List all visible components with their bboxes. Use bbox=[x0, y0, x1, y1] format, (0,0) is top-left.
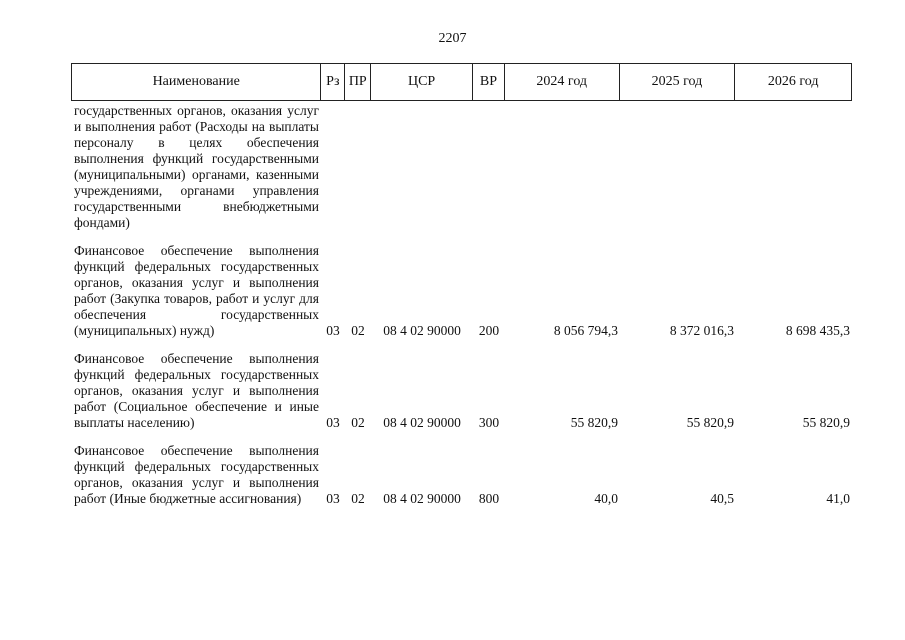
row-rz: 03 bbox=[326, 323, 340, 338]
row-2026: 8 698 435,3 bbox=[785, 323, 850, 338]
table-row bbox=[71, 443, 852, 507]
row-2025: 8 372 016,3 bbox=[669, 323, 734, 338]
page-number: 2207 bbox=[438, 31, 467, 46]
table-row bbox=[71, 243, 852, 339]
header-2025: 2025 год bbox=[620, 64, 736, 100]
row-2026: 55 820,9 bbox=[802, 415, 850, 430]
header-2024: 2024 год bbox=[505, 64, 620, 100]
row-vr: 800 bbox=[478, 491, 500, 506]
row-name: Финансовое обеспечение выполнения функций федеральных государственных органов, оказания услуг и выполнения работ (Закупка товаров, работ и услуг для обеспечения государственных (муниципальных) нужд) bbox=[74, 243, 319, 338]
header-rz: Рз bbox=[321, 64, 345, 100]
row-2024: 8 056 794,3 bbox=[553, 323, 618, 338]
table-row bbox=[71, 351, 852, 431]
row-pr: 02 bbox=[351, 491, 365, 506]
row-rz: 03 bbox=[326, 415, 340, 430]
budget-table bbox=[71, 63, 852, 507]
row-2025: 55 820,9 bbox=[686, 415, 734, 430]
row-name: государственных органов, оказания услуг и выполнения работ (Расходы на выплаты персоналу в целях обеспечения выполнения функций государственными (муниципальными) органами, казенными учреждениями, органами управления государственными внебюджетными фондами) bbox=[74, 103, 319, 230]
row-csr: 08 4 02 90000 bbox=[383, 323, 461, 338]
row-csr: 08 4 02 90000 bbox=[383, 415, 461, 430]
row-pr: 02 bbox=[351, 323, 365, 338]
row-vr: 200 bbox=[478, 323, 500, 338]
header-vr: ВР bbox=[473, 64, 505, 100]
row-2025: 40,5 bbox=[710, 491, 734, 506]
row-csr: 08 4 02 90000 bbox=[383, 491, 461, 506]
row-name: Финансовое обеспечение выполнения функций федеральных государственных органов, оказания услуг и выполнения работ (Иные бюджетные ассигнования) bbox=[74, 443, 319, 506]
table-row bbox=[71, 103, 852, 231]
row-2026: 41,0 bbox=[826, 491, 850, 506]
header-name: Наименование bbox=[72, 64, 321, 100]
row-2024: 40,0 bbox=[594, 491, 618, 506]
row-rz: 03 bbox=[326, 491, 340, 506]
row-vr: 300 bbox=[478, 415, 500, 430]
header-pr: ПР bbox=[345, 64, 371, 100]
header-2026: 2026 год bbox=[767, 74, 819, 89]
table-header bbox=[71, 63, 852, 101]
row-name: Финансовое обеспечение выполнения функций федеральных государственных органов, оказания услуг и выполнения работ (Социальное обеспечение и иные выплаты населению) bbox=[74, 351, 319, 430]
row-pr: 02 bbox=[351, 415, 365, 430]
header-csr: ЦСР bbox=[371, 64, 473, 100]
row-2024: 55 820,9 bbox=[570, 415, 618, 430]
